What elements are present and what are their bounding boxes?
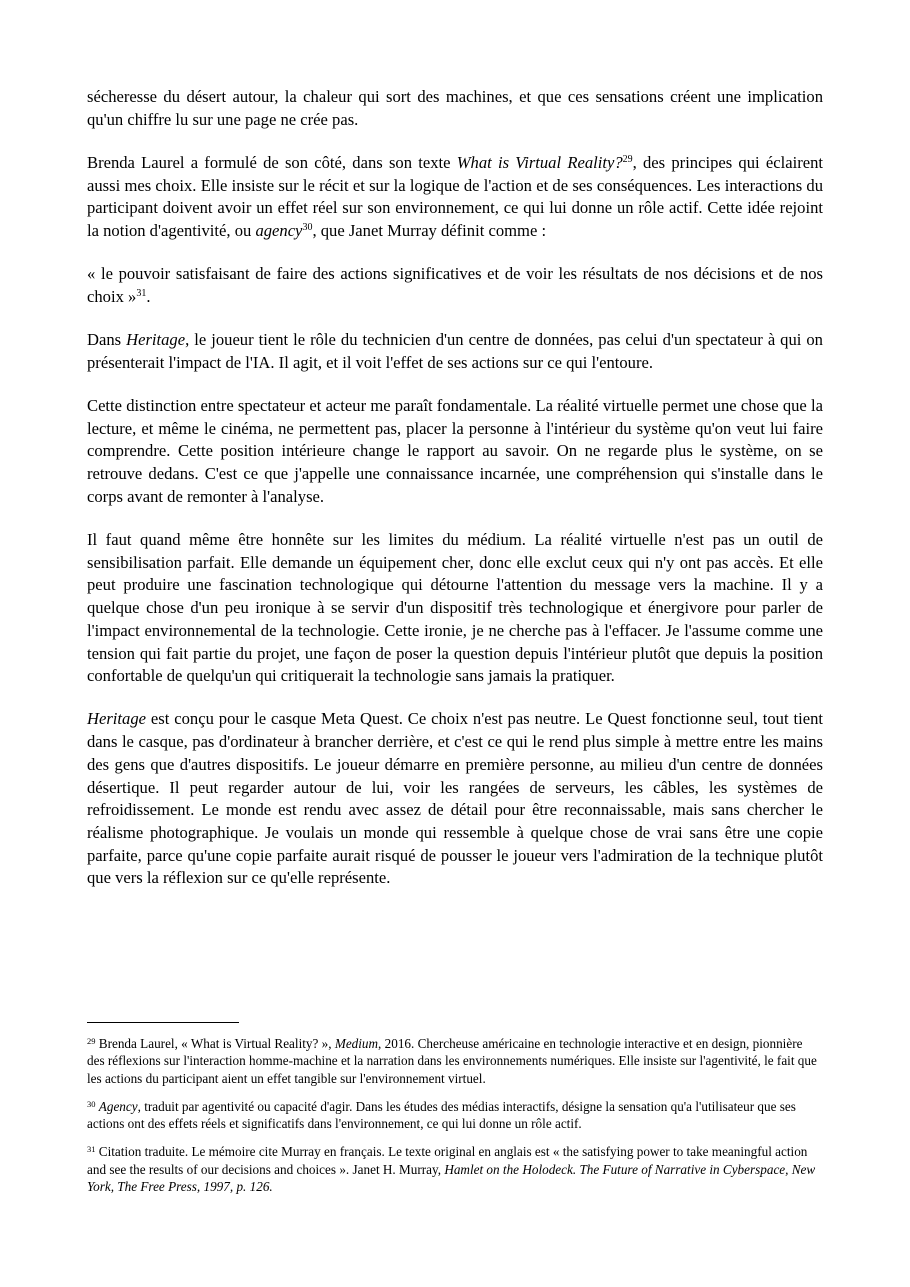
paragraph-text: Brenda Laurel a formulé de son côté, dans son texte <box>87 152 457 172</box>
paragraph-text: Cette distinction entre spectateur et acteur me paraît fondamentale. La réalité virtuelle permet une chose que la lecture, et même le cinéma, ne permettent pas, placer la personne à l'intérieur du système qu'on veut lui faire comprendre. Cette position intérieure change le rapport au savoir. On ne regarde plus le système, on se retrouve dedans. C'est ce que j'appelle une connaissance incarnée, une compréhension qui s'installe dans le corps avant de remonter à l'analyse. <box>87 396 823 506</box>
quote-text: « le pouvoir satisfaisant de faire des actions significatives et de voir les résultats de nos décisions et de nos choix » <box>87 264 823 306</box>
work-title: Heritage <box>87 709 146 729</box>
cited-title: What is Virtual Reality? <box>456 152 623 172</box>
document-body <box>87 86 823 911</box>
footnote-ref-29: 29 <box>622 153 633 165</box>
footnote-number: 30 <box>87 1098 96 1109</box>
paragraph-text: . <box>146 286 151 306</box>
paragraph-1 <box>87 86 823 131</box>
italic-term: Agency <box>98 1098 138 1114</box>
paragraph-text: est conçu pour le casque Meta Quest. Ce choix n'est pas neutre. Le Quest fonctionne seul, tout tient dans le casque, pas d'ordinateur à brancher derrière, et c'est ce qui le rend plus simple à mettre entre les mains des gens que d'autres dispositifs. Le joueur démarre en première personne, au milieu d'un centre de données désertique. Il peut regarder autour de lui, voir les rangées de serveurs, les câbles, les systèmes de refroidissement. Le monde est rendu avec assez de détail pour être reconnaissable, mais sans chercher le réalisme photographique. Je voulais un monde qui ressemble à quelque chose de vrai sans être une copie parfaite, parce qu'une copie parfaite aurait risqué de pousser le joueur vers l'admiration de la technique plutôt que vers la réflexion sur ce qu'elle représente. <box>87 709 823 888</box>
paragraph-7 <box>87 708 823 890</box>
footnote-ref-31: 31 <box>136 287 147 299</box>
paragraph-text: sécheresse du désert autour, la chaleur qui sort des machines, et que ces sensations créent une implication qu'un chiffre lu sur une page ne crée pas. <box>87 87 823 129</box>
footnote-text: Brenda Laurel, « What is Virtual Reality? », <box>95 1036 335 1051</box>
source-title: Medium <box>334 1036 379 1051</box>
work-title: Heritage <box>126 330 186 350</box>
paragraph-text: , le joueur tient le rôle du technicien d'un centre de données, pas celui d'un spectateur à qui on présenterait l'impact de l'IA. Il agit, et il voit l'effet de ses actions sur ce qui l'entoure. <box>87 330 823 372</box>
footnote-number: 29 <box>87 1036 96 1046</box>
footnote-number: 31 <box>87 1144 96 1155</box>
footnote-30 <box>87 1098 823 1133</box>
paragraph-2 <box>87 152 823 243</box>
footnotes-section <box>87 1022 823 1206</box>
paragraph-5 <box>87 395 823 509</box>
paragraph-text: , que Janet Murray définit comme : <box>312 221 547 241</box>
paragraph-6 <box>87 529 823 688</box>
footnote-text: Citation traduite. Le mémoire cite Murray en français. Le texte original en anglais est « the satisfying power to take meaningful action and see the results of our decisions and choices ». Janet H. Murray, <box>87 1144 808 1177</box>
italic-term: agency <box>255 221 303 241</box>
paragraph-text: Dans <box>87 330 127 350</box>
footnote-29 <box>87 1035 823 1087</box>
book-title: Hamlet on the Holodeck. The Future of Narrative in Cyberspace, New York, The Free Press, 1997, p. 126. <box>87 1161 816 1195</box>
paragraph-text: Il faut quand même être honnête sur les limites du médium. La réalité virtuelle n'est pas un outil de sensibilisation parfait. Elle demande un équipement cher, donc elle exclut ceux qui n'y ont pas accès. Et elle peut produire une fascination technologique qui détourne l'attention du message vers la machine. Il y a quelque chose d'un peu ironique à se servir d'un dispositif très technologique et énergivore pour parler de l'impact environnemental de la technologie. Cette ironie, je ne cherche pas à l'effacer. Je l'assume comme une tension qui fait partie du projet, une façon de poser la question depuis l'intérieur plutôt que depuis la position confortable de quelqu'un qui critiquerait la technologie sans jamais la pratiquer. <box>87 530 823 686</box>
paragraph-3-quote <box>87 263 823 308</box>
footnote-ref-30: 30 <box>302 222 313 234</box>
paragraph-4 <box>87 329 823 374</box>
footnote-text: , 2016. Chercheuse américaine en technologie interactive et en design, pionnière des réflexions sur l'interaction homme-machine et la narration dans les environnements numériques. Elle insiste sur l'agentivité, le fait que les actions du participant aient un effet tangible sur l'environnement virtuel. <box>87 1036 817 1086</box>
paragraph-text: , des principes qui éclairent aussi mes choix. Elle insiste sur le récit et sur la logique de l'action et de ses conséquences. Les interactions du participant doivent avoir un effet réel sur son environnement, ce qui lui donne un rôle actif. Cette idée rejoint la notion d'agentivité, ou <box>87 152 823 241</box>
footnote-text: , traduit par agentivité ou capacité d'agir. Dans les études des médias interactifs, désigne la sensation qu'a l'utilisateur que ses actions ont des effets réels et significatifs dans l'environnement, ce qui lui donne un rôle actif. <box>87 1098 796 1132</box>
footnote-31 <box>87 1143 823 1195</box>
footnote-separator <box>87 1022 239 1023</box>
